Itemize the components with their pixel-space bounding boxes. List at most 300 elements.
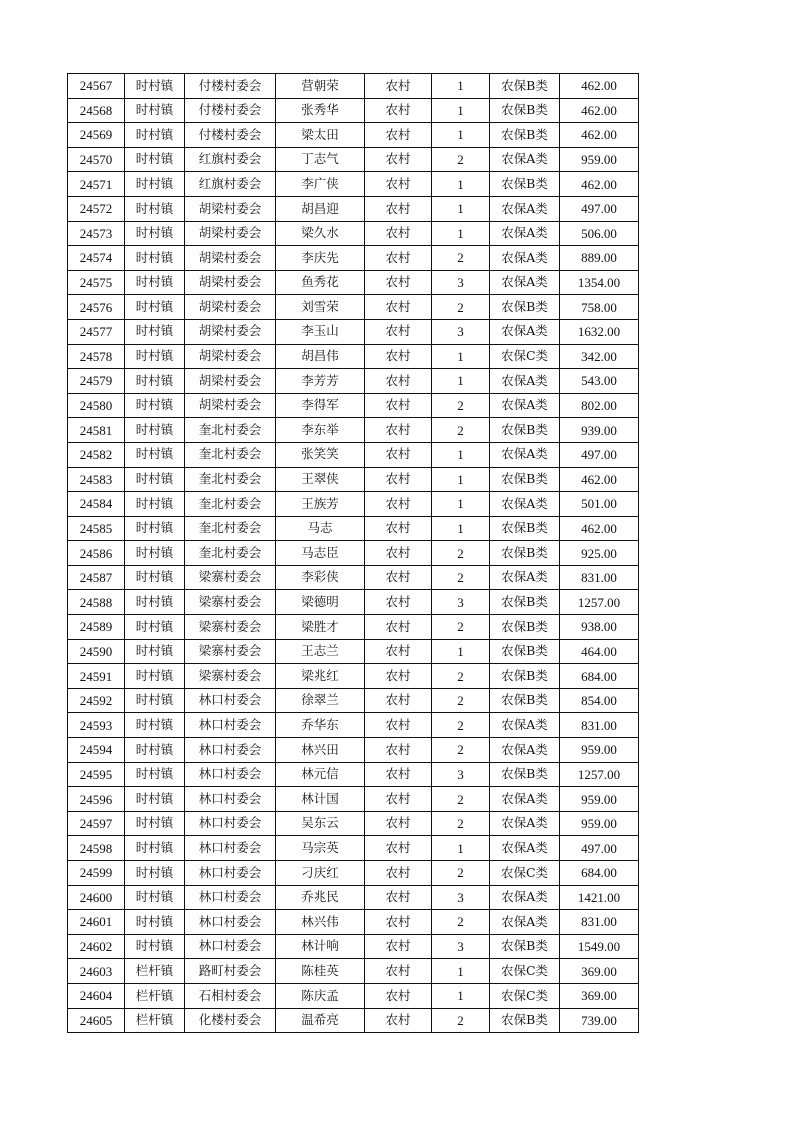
cell-insurance-category: 农保B类 xyxy=(490,418,560,443)
cell-record-id: 24572 xyxy=(68,196,125,221)
cell-town: 时村镇 xyxy=(125,590,185,615)
cell-record-id: 24599 xyxy=(68,861,125,886)
cell-area-type: 农村 xyxy=(365,639,432,664)
table-row xyxy=(68,836,639,861)
cell-amount: 684.00 xyxy=(560,861,639,886)
cell-town: 时村镇 xyxy=(125,467,185,492)
cell-village-committee: 林口村委会 xyxy=(185,688,276,713)
cell-amount: 1632.00 xyxy=(560,319,639,344)
table-row xyxy=(68,246,639,271)
cell-town: 时村镇 xyxy=(125,861,185,886)
cell-village-committee: 梁寨村委会 xyxy=(185,664,276,689)
cell-household-size: 1 xyxy=(432,959,490,984)
cell-town: 时村镇 xyxy=(125,442,185,467)
cell-name: 梁久水 xyxy=(276,221,365,246)
table-row xyxy=(68,74,639,99)
table-row xyxy=(68,959,639,984)
cell-name: 刁庆红 xyxy=(276,861,365,886)
cell-household-size: 1 xyxy=(432,836,490,861)
cell-insurance-category: 农保A类 xyxy=(490,319,560,344)
cell-name: 梁太田 xyxy=(276,123,365,148)
cell-amount: 464.00 xyxy=(560,639,639,664)
cell-household-size: 3 xyxy=(432,270,490,295)
table-row xyxy=(68,516,639,541)
cell-town: 时村镇 xyxy=(125,738,185,763)
cell-area-type: 农村 xyxy=(365,664,432,689)
cell-village-committee: 胡梁村委会 xyxy=(185,369,276,394)
cell-amount: 802.00 xyxy=(560,393,639,418)
table-row xyxy=(68,565,639,590)
cell-amount: 506.00 xyxy=(560,221,639,246)
cell-insurance-category: 农保A类 xyxy=(490,738,560,763)
cell-village-committee: 林口村委会 xyxy=(185,836,276,861)
table-row xyxy=(68,541,639,566)
cell-record-id: 24602 xyxy=(68,934,125,959)
cell-household-size: 2 xyxy=(432,295,490,320)
cell-area-type: 农村 xyxy=(365,590,432,615)
cell-record-id: 24571 xyxy=(68,172,125,197)
cell-area-type: 农村 xyxy=(365,172,432,197)
cell-household-size: 1 xyxy=(432,516,490,541)
cell-amount: 369.00 xyxy=(560,983,639,1008)
cell-household-size: 2 xyxy=(432,910,490,935)
cell-area-type: 农村 xyxy=(365,959,432,984)
cell-name: 李庆先 xyxy=(276,246,365,271)
cell-name: 吴东云 xyxy=(276,811,365,836)
cell-name: 李彩侠 xyxy=(276,565,365,590)
table-row xyxy=(68,172,639,197)
cell-amount: 831.00 xyxy=(560,565,639,590)
cell-village-committee: 奎北村委会 xyxy=(185,467,276,492)
cell-amount: 854.00 xyxy=(560,688,639,713)
cell-area-type: 农村 xyxy=(365,516,432,541)
table-row xyxy=(68,418,639,443)
cell-area-type: 农村 xyxy=(365,74,432,99)
cell-town: 时村镇 xyxy=(125,393,185,418)
cell-insurance-category: 农保A类 xyxy=(490,246,560,271)
table-row xyxy=(68,196,639,221)
cell-area-type: 农村 xyxy=(365,983,432,1008)
cell-area-type: 农村 xyxy=(365,1008,432,1033)
cell-household-size: 1 xyxy=(432,983,490,1008)
cell-insurance-category: 农保B类 xyxy=(490,516,560,541)
cell-household-size: 3 xyxy=(432,590,490,615)
cell-household-size: 1 xyxy=(432,467,490,492)
cell-insurance-category: 农保B类 xyxy=(490,639,560,664)
cell-town: 时村镇 xyxy=(125,492,185,517)
cell-amount: 1257.00 xyxy=(560,762,639,787)
cell-village-committee: 胡梁村委会 xyxy=(185,196,276,221)
cell-village-committee: 奎北村委会 xyxy=(185,516,276,541)
cell-area-type: 农村 xyxy=(365,442,432,467)
cell-village-committee: 付楼村委会 xyxy=(185,74,276,99)
cell-town: 时村镇 xyxy=(125,246,185,271)
cell-town: 栏杆镇 xyxy=(125,983,185,1008)
cell-name: 林元信 xyxy=(276,762,365,787)
cell-insurance-category: 农保A类 xyxy=(490,369,560,394)
cell-household-size: 2 xyxy=(432,615,490,640)
cell-amount: 831.00 xyxy=(560,713,639,738)
cell-insurance-category: 农保A类 xyxy=(490,910,560,935)
cell-insurance-category: 农保B类 xyxy=(490,934,560,959)
table-row xyxy=(68,934,639,959)
cell-name: 王志兰 xyxy=(276,639,365,664)
table-row xyxy=(68,123,639,148)
cell-name: 王翠侠 xyxy=(276,467,365,492)
cell-amount: 462.00 xyxy=(560,74,639,99)
cell-area-type: 农村 xyxy=(365,615,432,640)
cell-household-size: 2 xyxy=(432,713,490,738)
cell-amount: 938.00 xyxy=(560,615,639,640)
cell-insurance-category: 农保B类 xyxy=(490,74,560,99)
cell-household-size: 2 xyxy=(432,664,490,689)
cell-area-type: 农村 xyxy=(365,738,432,763)
cell-household-size: 1 xyxy=(432,221,490,246)
cell-town: 时村镇 xyxy=(125,123,185,148)
table-row xyxy=(68,467,639,492)
cell-amount: 889.00 xyxy=(560,246,639,271)
cell-record-id: 24591 xyxy=(68,664,125,689)
cell-village-committee: 林口村委会 xyxy=(185,910,276,935)
cell-record-id: 24590 xyxy=(68,639,125,664)
cell-village-committee: 胡梁村委会 xyxy=(185,270,276,295)
cell-name: 马志 xyxy=(276,516,365,541)
cell-name: 林兴田 xyxy=(276,738,365,763)
table-row xyxy=(68,147,639,172)
cell-area-type: 农村 xyxy=(365,123,432,148)
cell-amount: 831.00 xyxy=(560,910,639,935)
cell-amount: 959.00 xyxy=(560,787,639,812)
table-row xyxy=(68,492,639,517)
cell-name: 鱼秀花 xyxy=(276,270,365,295)
cell-area-type: 农村 xyxy=(365,885,432,910)
cell-village-committee: 胡梁村委会 xyxy=(185,393,276,418)
cell-name: 温希亮 xyxy=(276,1008,365,1033)
cell-insurance-category: 农保B类 xyxy=(490,590,560,615)
cell-record-id: 24567 xyxy=(68,74,125,99)
cell-area-type: 农村 xyxy=(365,811,432,836)
cell-name: 李东举 xyxy=(276,418,365,443)
cell-village-committee: 化楼村委会 xyxy=(185,1008,276,1033)
cell-record-id: 24601 xyxy=(68,910,125,935)
cell-record-id: 24584 xyxy=(68,492,125,517)
cell-name: 梁兆红 xyxy=(276,664,365,689)
cell-village-committee: 路町村委会 xyxy=(185,959,276,984)
table-row xyxy=(68,98,639,123)
cell-household-size: 1 xyxy=(432,639,490,664)
cell-insurance-category: 农保B类 xyxy=(490,688,560,713)
cell-amount: 462.00 xyxy=(560,123,639,148)
cell-insurance-category: 农保A类 xyxy=(490,221,560,246)
cell-insurance-category: 农保A类 xyxy=(490,811,560,836)
cell-record-id: 24604 xyxy=(68,983,125,1008)
cell-town: 时村镇 xyxy=(125,418,185,443)
table-body xyxy=(68,74,639,1033)
cell-name: 张笑笑 xyxy=(276,442,365,467)
cell-town: 时村镇 xyxy=(125,565,185,590)
cell-village-committee: 石相村委会 xyxy=(185,983,276,1008)
table-row xyxy=(68,319,639,344)
cell-amount: 369.00 xyxy=(560,959,639,984)
cell-household-size: 2 xyxy=(432,246,490,271)
cell-insurance-category: 农保A类 xyxy=(490,442,560,467)
cell-record-id: 24576 xyxy=(68,295,125,320)
cell-household-size: 1 xyxy=(432,369,490,394)
cell-record-id: 24592 xyxy=(68,688,125,713)
cell-name: 营朝荣 xyxy=(276,74,365,99)
cell-town: 时村镇 xyxy=(125,295,185,320)
table-row xyxy=(68,393,639,418)
cell-area-type: 农村 xyxy=(365,393,432,418)
cell-record-id: 24593 xyxy=(68,713,125,738)
cell-name: 林计国 xyxy=(276,787,365,812)
cell-record-id: 24583 xyxy=(68,467,125,492)
cell-amount: 959.00 xyxy=(560,147,639,172)
cell-village-committee: 胡梁村委会 xyxy=(185,246,276,271)
cell-amount: 462.00 xyxy=(560,172,639,197)
cell-household-size: 2 xyxy=(432,811,490,836)
cell-area-type: 农村 xyxy=(365,565,432,590)
cell-area-type: 农村 xyxy=(365,98,432,123)
table-row xyxy=(68,295,639,320)
cell-town: 时村镇 xyxy=(125,516,185,541)
cell-household-size: 1 xyxy=(432,442,490,467)
table-row xyxy=(68,442,639,467)
cell-insurance-category: 农保B类 xyxy=(490,467,560,492)
cell-amount: 1421.00 xyxy=(560,885,639,910)
cell-insurance-category: 农保A类 xyxy=(490,492,560,517)
cell-record-id: 24577 xyxy=(68,319,125,344)
cell-area-type: 农村 xyxy=(365,713,432,738)
cell-household-size: 2 xyxy=(432,787,490,812)
cell-record-id: 24597 xyxy=(68,811,125,836)
cell-village-committee: 梁寨村委会 xyxy=(185,615,276,640)
cell-record-id: 24585 xyxy=(68,516,125,541)
cell-name: 林计响 xyxy=(276,934,365,959)
cell-town: 时村镇 xyxy=(125,172,185,197)
cell-area-type: 农村 xyxy=(365,270,432,295)
cell-insurance-category: 农保A类 xyxy=(490,565,560,590)
cell-amount: 497.00 xyxy=(560,442,639,467)
cell-household-size: 1 xyxy=(432,196,490,221)
table-row xyxy=(68,664,639,689)
cell-amount: 462.00 xyxy=(560,98,639,123)
cell-insurance-category: 农保A类 xyxy=(490,393,560,418)
table-row xyxy=(68,688,639,713)
cell-amount: 1549.00 xyxy=(560,934,639,959)
cell-town: 时村镇 xyxy=(125,369,185,394)
cell-household-size: 1 xyxy=(432,172,490,197)
cell-household-size: 2 xyxy=(432,418,490,443)
cell-household-size: 3 xyxy=(432,934,490,959)
cell-record-id: 24600 xyxy=(68,885,125,910)
cell-record-id: 24588 xyxy=(68,590,125,615)
cell-village-committee: 红旗村委会 xyxy=(185,147,276,172)
cell-area-type: 农村 xyxy=(365,295,432,320)
cell-insurance-category: 农保B类 xyxy=(490,123,560,148)
cell-area-type: 农村 xyxy=(365,147,432,172)
cell-record-id: 24581 xyxy=(68,418,125,443)
cell-village-committee: 奎北村委会 xyxy=(185,442,276,467)
cell-name: 林兴伟 xyxy=(276,910,365,935)
cell-insurance-category: 农保A类 xyxy=(490,836,560,861)
cell-household-size: 2 xyxy=(432,688,490,713)
cell-insurance-category: 农保A类 xyxy=(490,196,560,221)
cell-record-id: 24574 xyxy=(68,246,125,271)
cell-town: 时村镇 xyxy=(125,934,185,959)
cell-record-id: 24575 xyxy=(68,270,125,295)
cell-village-committee: 奎北村委会 xyxy=(185,418,276,443)
cell-insurance-category: 农保B类 xyxy=(490,98,560,123)
cell-town: 栏杆镇 xyxy=(125,1008,185,1033)
cell-town: 时村镇 xyxy=(125,910,185,935)
table-row xyxy=(68,615,639,640)
cell-area-type: 农村 xyxy=(365,369,432,394)
cell-area-type: 农村 xyxy=(365,934,432,959)
cell-record-id: 24605 xyxy=(68,1008,125,1033)
cell-insurance-category: 农保C类 xyxy=(490,983,560,1008)
cell-amount: 497.00 xyxy=(560,836,639,861)
cell-town: 时村镇 xyxy=(125,762,185,787)
cell-record-id: 24569 xyxy=(68,123,125,148)
cell-village-committee: 付楼村委会 xyxy=(185,98,276,123)
table-row xyxy=(68,639,639,664)
cell-household-size: 2 xyxy=(432,565,490,590)
cell-area-type: 农村 xyxy=(365,688,432,713)
cell-village-committee: 林口村委会 xyxy=(185,861,276,886)
cell-area-type: 农村 xyxy=(365,221,432,246)
cell-amount: 939.00 xyxy=(560,418,639,443)
cell-record-id: 24579 xyxy=(68,369,125,394)
cell-town: 时村镇 xyxy=(125,664,185,689)
cell-village-committee: 林口村委会 xyxy=(185,811,276,836)
table-row xyxy=(68,590,639,615)
cell-town: 时村镇 xyxy=(125,787,185,812)
cell-town: 时村镇 xyxy=(125,319,185,344)
cell-area-type: 农村 xyxy=(365,762,432,787)
cell-insurance-category: 农保B类 xyxy=(490,762,560,787)
cell-amount: 959.00 xyxy=(560,738,639,763)
cell-insurance-category: 农保B类 xyxy=(490,295,560,320)
cell-name: 李玉山 xyxy=(276,319,365,344)
cell-town: 时村镇 xyxy=(125,74,185,99)
cell-name: 胡昌伟 xyxy=(276,344,365,369)
cell-area-type: 农村 xyxy=(365,319,432,344)
table-row xyxy=(68,1008,639,1033)
cell-record-id: 24568 xyxy=(68,98,125,123)
cell-village-committee: 奎北村委会 xyxy=(185,541,276,566)
cell-name: 刘雪荣 xyxy=(276,295,365,320)
cell-household-size: 2 xyxy=(432,1008,490,1033)
cell-town: 时村镇 xyxy=(125,688,185,713)
cell-area-type: 农村 xyxy=(365,861,432,886)
cell-amount: 1257.00 xyxy=(560,590,639,615)
table-row xyxy=(68,369,639,394)
table-row xyxy=(68,344,639,369)
table-row xyxy=(68,885,639,910)
cell-town: 时村镇 xyxy=(125,541,185,566)
benefit-table xyxy=(67,73,639,1033)
cell-record-id: 24598 xyxy=(68,836,125,861)
cell-village-committee: 林口村委会 xyxy=(185,762,276,787)
cell-household-size: 3 xyxy=(432,762,490,787)
cell-insurance-category: 农保A类 xyxy=(490,713,560,738)
cell-amount: 758.00 xyxy=(560,295,639,320)
cell-area-type: 农村 xyxy=(365,492,432,517)
cell-area-type: 农村 xyxy=(365,467,432,492)
cell-town: 栏杆镇 xyxy=(125,959,185,984)
cell-record-id: 24578 xyxy=(68,344,125,369)
cell-name: 乔华东 xyxy=(276,713,365,738)
cell-name: 马宗英 xyxy=(276,836,365,861)
cell-village-committee: 林口村委会 xyxy=(185,787,276,812)
cell-name: 王族芳 xyxy=(276,492,365,517)
cell-village-committee: 胡梁村委会 xyxy=(185,319,276,344)
cell-insurance-category: 农保C类 xyxy=(490,959,560,984)
cell-record-id: 24573 xyxy=(68,221,125,246)
cell-name: 陈桂英 xyxy=(276,959,365,984)
cell-village-committee: 梁寨村委会 xyxy=(185,639,276,664)
cell-record-id: 24570 xyxy=(68,147,125,172)
cell-town: 时村镇 xyxy=(125,615,185,640)
table-row xyxy=(68,811,639,836)
cell-area-type: 农村 xyxy=(365,418,432,443)
cell-village-committee: 林口村委会 xyxy=(185,885,276,910)
cell-insurance-category: 农保A类 xyxy=(490,787,560,812)
cell-household-size: 2 xyxy=(432,147,490,172)
cell-name: 李广侠 xyxy=(276,172,365,197)
cell-amount: 739.00 xyxy=(560,1008,639,1033)
cell-record-id: 24589 xyxy=(68,615,125,640)
cell-amount: 462.00 xyxy=(560,516,639,541)
cell-household-size: 1 xyxy=(432,123,490,148)
table-row xyxy=(68,787,639,812)
cell-amount: 501.00 xyxy=(560,492,639,517)
cell-village-committee: 付楼村委会 xyxy=(185,123,276,148)
cell-insurance-category: 农保C类 xyxy=(490,861,560,886)
cell-record-id: 24603 xyxy=(68,959,125,984)
cell-amount: 543.00 xyxy=(560,369,639,394)
cell-village-committee: 胡梁村委会 xyxy=(185,344,276,369)
cell-town: 时村镇 xyxy=(125,713,185,738)
cell-village-committee: 胡梁村委会 xyxy=(185,221,276,246)
cell-record-id: 24596 xyxy=(68,787,125,812)
cell-village-committee: 林口村委会 xyxy=(185,713,276,738)
cell-amount: 497.00 xyxy=(560,196,639,221)
cell-insurance-category: 农保B类 xyxy=(490,615,560,640)
cell-area-type: 农村 xyxy=(365,787,432,812)
cell-record-id: 24580 xyxy=(68,393,125,418)
cell-town: 时村镇 xyxy=(125,885,185,910)
cell-town: 时村镇 xyxy=(125,221,185,246)
cell-household-size: 2 xyxy=(432,861,490,886)
cell-insurance-category: 农保A类 xyxy=(490,147,560,172)
cell-amount: 462.00 xyxy=(560,467,639,492)
cell-town: 时村镇 xyxy=(125,639,185,664)
cell-household-size: 1 xyxy=(432,492,490,517)
cell-amount: 959.00 xyxy=(560,811,639,836)
cell-record-id: 24582 xyxy=(68,442,125,467)
cell-area-type: 农村 xyxy=(365,836,432,861)
cell-name: 马志臣 xyxy=(276,541,365,566)
cell-town: 时村镇 xyxy=(125,811,185,836)
cell-village-committee: 林口村委会 xyxy=(185,738,276,763)
cell-record-id: 24595 xyxy=(68,762,125,787)
cell-village-committee: 梁寨村委会 xyxy=(185,590,276,615)
cell-town: 时村镇 xyxy=(125,98,185,123)
cell-record-id: 24586 xyxy=(68,541,125,566)
table-row xyxy=(68,221,639,246)
